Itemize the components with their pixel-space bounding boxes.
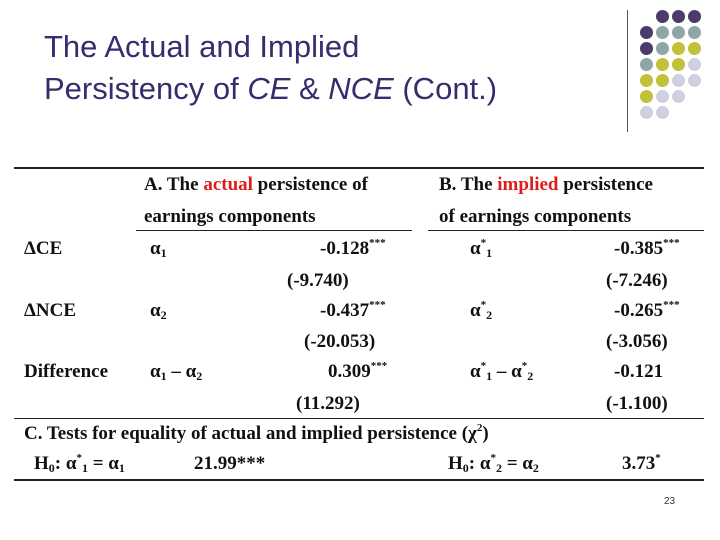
chi-square-value-1: 21.99*** [194,453,266,474]
row-label-nce [24,300,76,322]
title-text: Persistency of [44,71,248,106]
hypothesis-equals: = α [87,453,119,474]
coef-symbol: α [150,238,161,259]
panel-b-heading-line2: of earnings components [439,206,632,227]
table-top-rule [14,167,704,169]
panel-c-heading-text: C. Tests for equality of actual and implied persistence (χ [24,423,477,444]
panel-c-heading [24,423,489,445]
table-bottom-rule [14,479,704,481]
panel-a-heading-highlight: actual [203,174,253,195]
coef-a-diff [150,361,202,383]
hypothesis-coef: : α [468,453,491,474]
chi-square-estimate: 3.73 [622,453,656,474]
tstat-a-nce: (-20.053) [304,331,376,352]
estimate: -0.385 [614,238,664,259]
tstat-a-ce: (-9.740) [287,270,349,291]
coef-subscript: 1 [486,369,493,383]
value-a-diff [328,361,387,383]
value-a-nce [320,300,386,322]
hypothesis-coef: : α [54,453,77,474]
coef-b-nce [470,300,492,322]
significance-stars: *** [369,237,386,249]
coef-a-ce [150,238,167,260]
coef-subscript: 1 [81,461,88,475]
row-label-difference: Difference [24,361,109,382]
coef-minus: – α [166,361,197,382]
row-label-nce-text: ΔNCE [24,300,77,321]
coef-superscript: * [521,360,528,372]
title-ce: CE [247,71,291,106]
coef-symbol: α [150,361,161,382]
significance-stars: * [655,452,661,464]
hypothesis-subscript: 0 [48,461,55,475]
coef-subscript: 2 [495,461,502,475]
estimate: -0.437 [320,300,370,321]
coef-subscript: 2 [196,369,203,383]
estimate: -0.128 [320,238,370,259]
coef-subscript: 1 [160,246,167,260]
hypothesis-subscript: 0 [462,461,469,475]
title-nce: NCE [328,71,394,106]
coef-b-diff [470,361,533,383]
panel-b-heading-post: persistence [558,174,653,195]
tstat-b-diff: (-1.100) [606,393,668,414]
coef-minus: – α [492,361,522,382]
coef-superscript: * [480,299,487,311]
coef-symbol: α [470,300,481,321]
value-b-ce [614,238,680,260]
coef-superscript: * [490,452,496,464]
estimate: -0.265 [614,300,664,321]
title-amp: & [290,71,329,106]
title-suffix: (Cont.) [393,71,498,106]
hypothesis-test-2 [448,453,539,475]
tstat-b-ce: (-7.246) [606,270,668,291]
panel-c-heading-close: ) [482,423,489,444]
hypothesis-symbol: H [448,453,463,474]
value-a-ce [320,238,386,260]
panel-b-rule [428,230,704,231]
panel-a-heading [144,174,368,196]
coef-superscript: * [480,360,487,372]
coef-subscript: 1 [160,369,167,383]
value-b-diff: -0.121 [614,361,664,382]
panel-a-heading-pre: A. The [144,174,204,195]
coef-subscript: 2 [160,308,167,322]
coef-subscript: 2 [486,308,493,322]
coef-symbol: α [470,238,481,259]
panel-c-rule [14,418,704,419]
tstat-a-diff: (11.292) [296,393,360,414]
significance-stars: *** [663,237,680,249]
significance-stars: *** [370,360,388,372]
hypothesis-symbol: H [34,453,49,474]
title-line-1: The Actual and Implied [44,29,360,64]
coef-subscript: 1 [118,461,125,475]
coef-symbol: α [470,361,481,382]
panel-a-rule [136,230,412,231]
significance-stars: *** [663,299,680,311]
coef-subscript: 2 [532,461,539,475]
coef-subscript: 2 [527,369,534,383]
panel-b-heading-pre: B. The [439,174,498,195]
row-label-ce: ΔCE [24,238,63,259]
coef-superscript: * [480,237,487,249]
coef-symbol: α [150,300,161,321]
coef-b-ce [470,238,492,260]
panel-b-heading-highlight: implied [497,174,559,195]
panel-b-heading [439,174,653,196]
estimate: 0.309 [328,361,371,382]
hypothesis-equals: = α [501,453,533,474]
chi-square-superscript: 2 [476,422,483,434]
chi-square-value-2 [622,453,661,475]
tstat-b-nce: (-3.056) [606,331,668,352]
hypothesis-test-1 [34,453,125,475]
value-b-nce [614,300,680,322]
panel-a-heading-post: persistence of [252,174,368,195]
coef-a-nce [150,300,167,322]
panel-a-heading-line2: earnings components [144,206,316,227]
coef-superscript: * [76,452,82,464]
page-number: 23 [664,496,676,507]
significance-stars: *** [369,299,386,311]
coef-subscript: 1 [486,246,493,260]
